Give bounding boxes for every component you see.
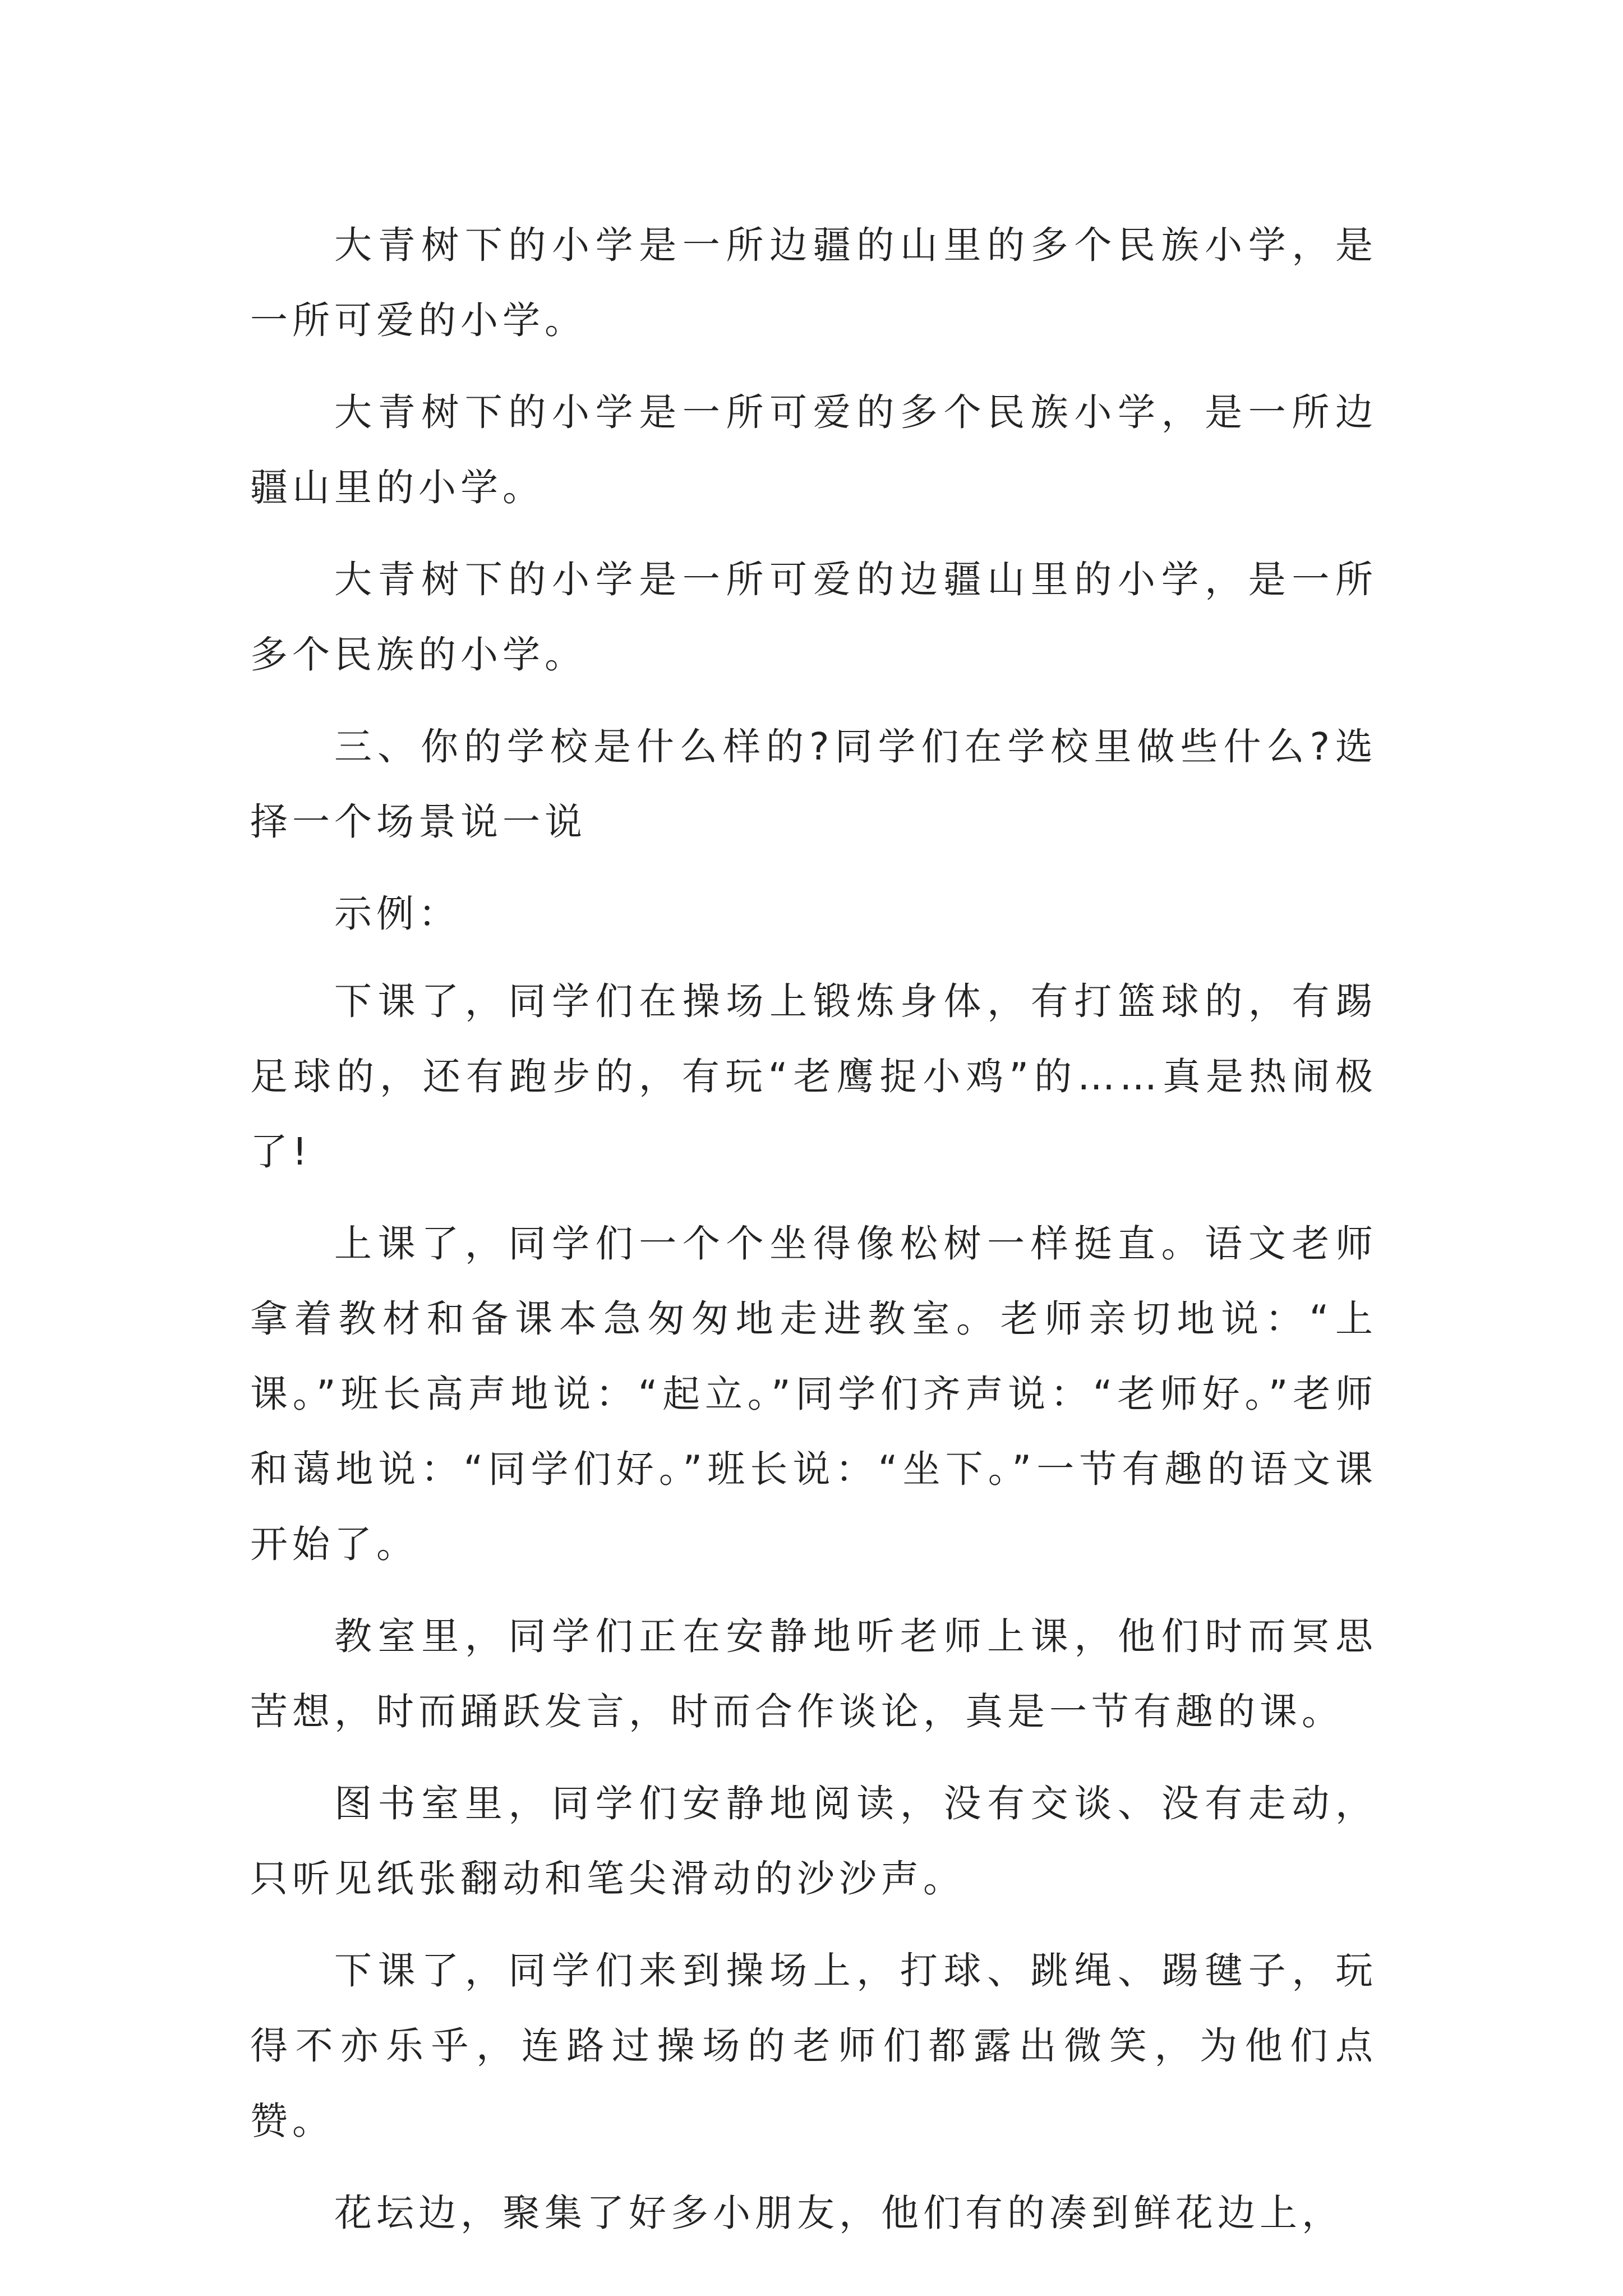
paragraph-example-4: 图书室里，同学们安静地阅读，没有交谈、没有走动，只听见纸张翻动和笔尖滑动的沙沙声。 (250, 1782, 1377, 1901)
paragraph-example-2: 上课了，同学们一个个坐得像松树一样挺直。语文老师拿着教材和备课本急匆匆地走进教室。老师亲切地说：“上课。”班长高声地说：“起立。”同学们齐声说：“老师好。”老师和蔼地说：“同学们好。”班长说：“坐下。”一节有趣的语文课开始了。 (250, 1222, 1377, 1566)
paragraph-example-3: 教室里，同学们正在安静地听老师上课，他们时而冥思苦想，时而踊跃发言，时而合作谈论，真是一节有趣的课。 (250, 1614, 1377, 1733)
example-label: 示例： (334, 892, 460, 936)
paragraph-3: 大青树下的小学是一所可爱的边疆山里的小学，是一所多个民族的小学。 (250, 558, 1377, 677)
paragraph-example-1: 下课了，同学们在操场上锻炼身体，有打篮球的，有踢足球的，还有跑步的，有玩“老鹰捉小鸡”的……真是热闹极了! (250, 979, 1377, 1174)
question-heading: 三、你的学校是什么样的?同学们在学校里做些什么?选择一个场景说一说 (250, 725, 1377, 844)
paragraph-example-5: 下课了，同学们来到操场上，打球、跳绳、踢毽子，玩得不亦乐乎，连路过操场的老师们都露出微笑，为他们点赞。 (250, 1949, 1377, 2143)
paragraph-example-6: 花坛边，聚集了好多小朋友，他们有的凑到鲜花边上， (334, 2191, 1344, 2235)
paragraph-2: 大青树下的小学是一所可爱的多个民族小学，是一所边疆山里的小学。 (250, 390, 1377, 509)
document-body (250, 208, 1377, 2267)
paragraph-1: 大青树下的小学是一所边疆的山里的多个民族小学，是一所可爱的小学。 (250, 223, 1377, 342)
